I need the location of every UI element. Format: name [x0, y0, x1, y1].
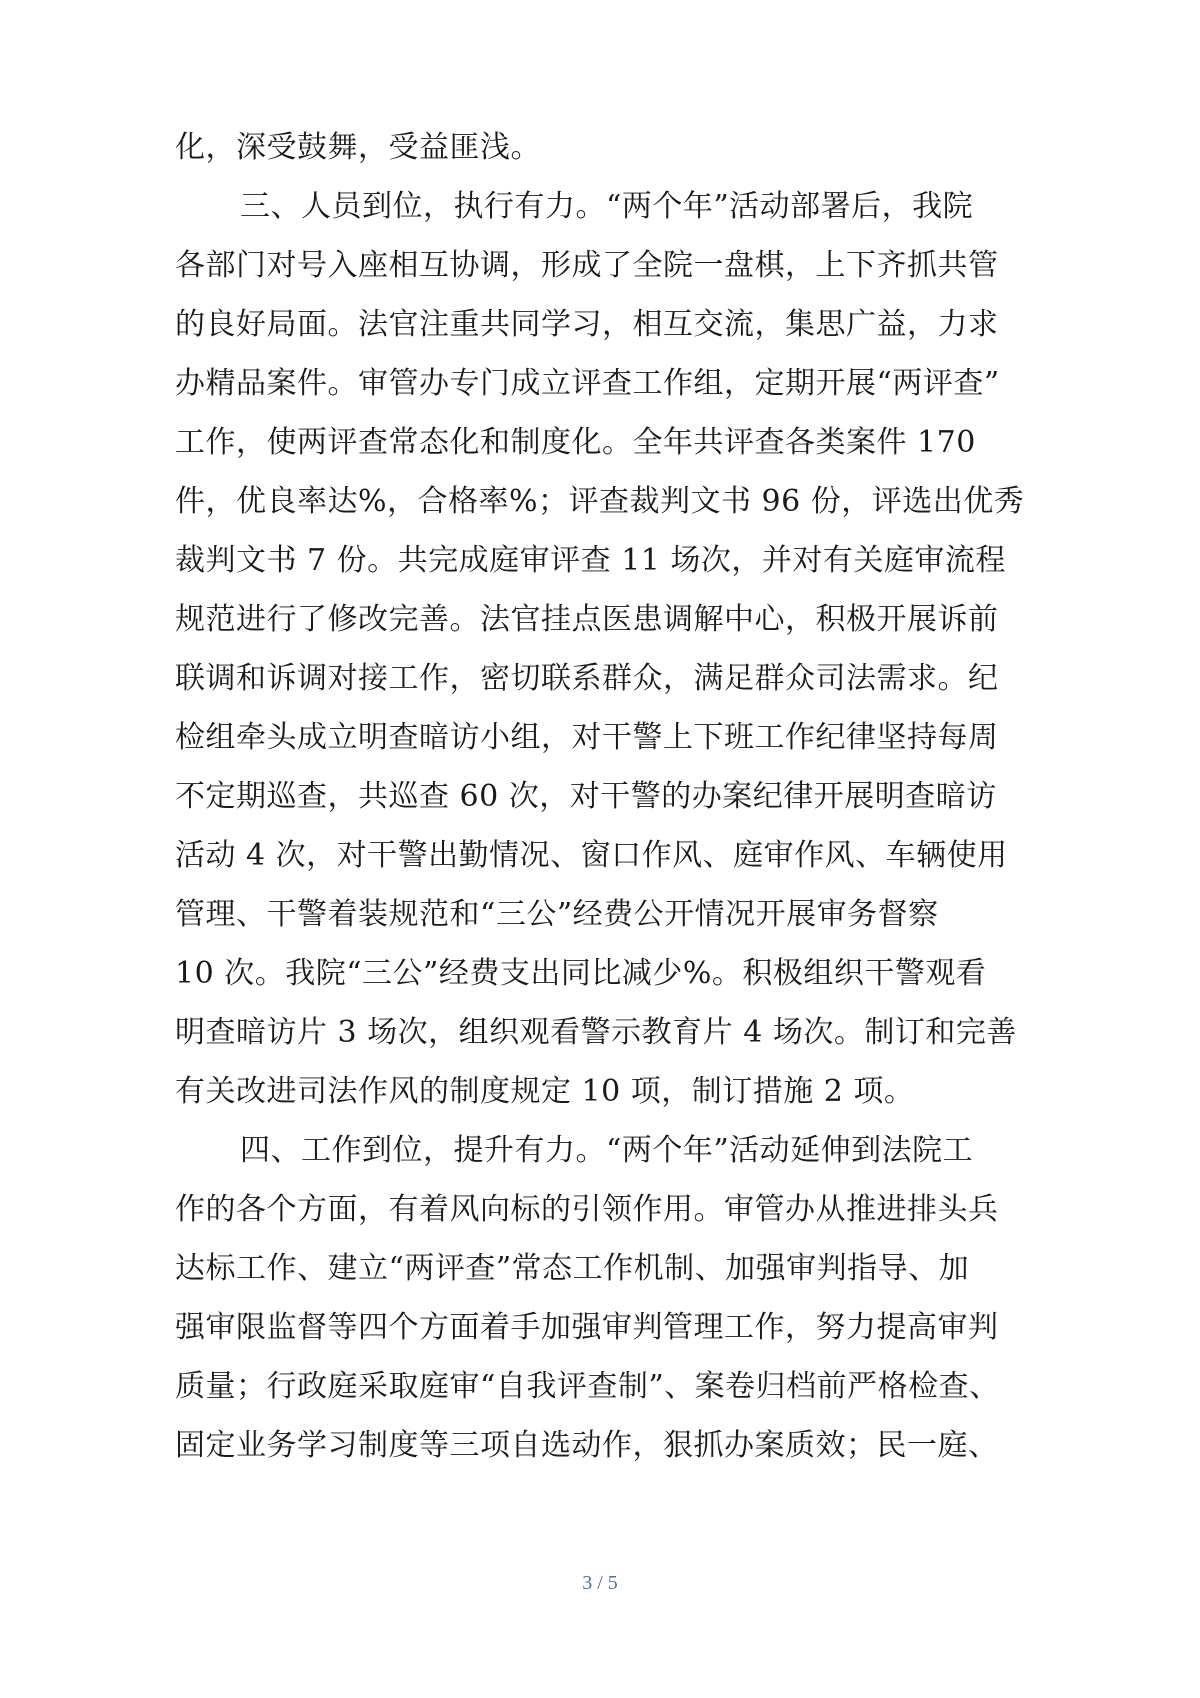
text-line: 检组牵头成立明查暗访小组，对干警上下班工作纪律坚持每周: [175, 720, 999, 755]
page-number: 3 / 5: [582, 1572, 618, 1594]
text-line: 达标工作、建立“两评查”常态工作机制、加强审判指导、加: [175, 1251, 970, 1286]
text-line: 固定业务学习制度等三项自选动作，狠抓办案质效；民一庭、: [175, 1428, 999, 1463]
text-line: 办精品案件。审管办专门成立评查工作组，定期开展“两评查”: [175, 366, 1000, 401]
text-line: 件，优良率达%，合格率%；评查裁判文书 96 份，评选出优秀: [175, 484, 1025, 519]
text-line: 强审限监督等四个方面着手加强审判管理工作，努力提高审判: [175, 1310, 999, 1345]
text-line: 作的各个方面，有着风向标的引领作用。审管办从推进排头兵: [175, 1192, 999, 1227]
text-line: 联调和诉调对接工作，密切联系群众，满足群众司法需求。纪: [175, 661, 999, 696]
text-line: 不定期巡查，共巡查 60 次，对干警的办案纪律开展明查暗访: [175, 779, 997, 814]
text-line: 活动 4 次，对干警出勤情况、窗口作风、庭审作风、车辆使用: [175, 838, 1008, 873]
text-line: 工作，使两评查常态化和制度化。全年共评查各类案件 170: [175, 425, 976, 460]
text-line: 化，深受鼓舞，受益匪浅。: [175, 130, 541, 165]
body-text: [175, 118, 1055, 1475]
text-line: 明查暗访片 3 场次，组织观看警示教育片 4 场次。制订和完善: [175, 1015, 1017, 1050]
text-line: 质量；行政庭采取庭审“自我评查制”、案卷归档前严格检查、: [175, 1369, 1000, 1404]
paragraph-first-line: 四、工作到位，提升有力。“两个年”活动延伸到法院工: [240, 1133, 974, 1168]
text-line: 裁判文书 7 份。共完成庭审评查 11 场次，并对有关庭审流程: [175, 543, 1006, 578]
text-line: 有关改进司法作风的制度规定 10 项，制订措施 2 项。: [175, 1074, 915, 1109]
text-line: 的良好局面。法官注重共同学习，相互交流，集思广益，力求: [175, 307, 999, 342]
text-line: 管理、干警着装规范和“三公”经费公开情况开展审务督察: [175, 897, 939, 932]
text-line: 10 次。我院“三公”经费支出同比减少%。积极组织干警观看: [175, 956, 987, 991]
text-line: 规范进行了修改完善。法官挂点医患调解中心，积极开展诉前: [175, 602, 999, 637]
paragraph-first-line: 三、人员到位，执行有力。“两个年”活动部署后，我院: [240, 189, 974, 224]
text-line: 各部门对号入座相互协调，形成了全院一盘棋，上下齐抓共管: [175, 248, 999, 283]
